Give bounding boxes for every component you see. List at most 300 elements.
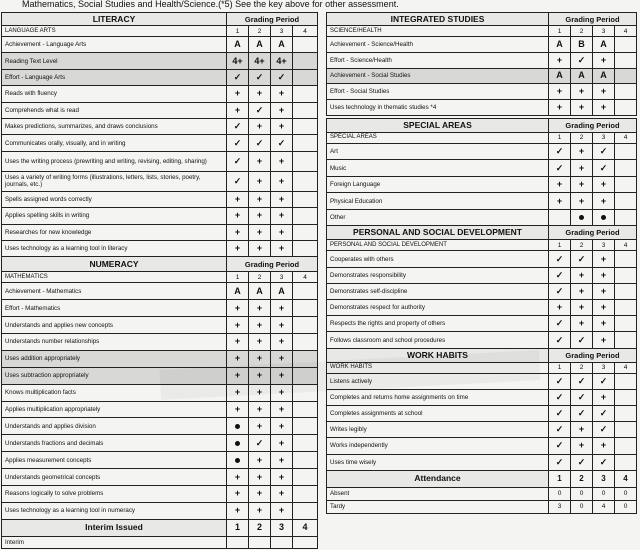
mark-cell bbox=[615, 316, 637, 332]
dot-mark bbox=[235, 458, 240, 463]
table-row bbox=[2, 418, 318, 435]
table-row bbox=[2, 135, 318, 151]
mark-cell bbox=[249, 536, 271, 548]
lit-title: LITERACY bbox=[2, 13, 227, 26]
mark-cell: + bbox=[571, 176, 593, 193]
period-number: 1 bbox=[549, 362, 571, 373]
table-row bbox=[2, 224, 318, 240]
period-number: 2 bbox=[571, 240, 593, 251]
mark-cell: + bbox=[271, 469, 293, 486]
mark-cell: + bbox=[571, 283, 593, 299]
mark-cell: A bbox=[249, 37, 271, 53]
mark-cell bbox=[615, 373, 637, 389]
mark-cell: ✓ bbox=[549, 143, 571, 160]
mark-cell bbox=[615, 438, 637, 454]
table-row bbox=[327, 37, 637, 53]
table-row bbox=[327, 251, 637, 267]
mark-cell: + bbox=[249, 191, 271, 207]
mark-cell bbox=[293, 102, 318, 118]
mark-cell: B bbox=[571, 37, 593, 53]
mark-cell: + bbox=[249, 240, 271, 256]
mark-cell: + bbox=[227, 102, 249, 118]
mark-cell: 4+ bbox=[249, 53, 271, 69]
left-column bbox=[1, 12, 317, 549]
mark-cell bbox=[293, 283, 318, 300]
attendance-row bbox=[327, 500, 637, 513]
grading-period-label: Grading Period bbox=[227, 13, 318, 26]
table-row bbox=[327, 267, 637, 283]
mark-cell: + bbox=[571, 422, 593, 438]
mark-cell bbox=[549, 209, 571, 226]
interim-row bbox=[2, 536, 318, 548]
table-row bbox=[327, 160, 637, 177]
row-label: Uses subtraction appropriately bbox=[2, 367, 227, 384]
table-row bbox=[2, 240, 318, 256]
mark-cell: + bbox=[271, 208, 293, 224]
table-row bbox=[2, 171, 318, 191]
mark-cell bbox=[615, 100, 637, 116]
mark-cell: + bbox=[571, 100, 593, 116]
row-label: Absent bbox=[327, 487, 549, 500]
period-number: 3 bbox=[593, 470, 615, 487]
period-number: 4 bbox=[293, 519, 318, 536]
mark-cell: ✓ bbox=[249, 102, 271, 118]
row-label: Understands number relationships bbox=[2, 333, 227, 350]
dot-mark bbox=[601, 215, 606, 220]
mark-cell: + bbox=[271, 224, 293, 240]
mark-cell: + bbox=[271, 171, 293, 191]
mark-cell: ✓ bbox=[593, 422, 615, 438]
mark-cell: + bbox=[271, 300, 293, 317]
mark-cell bbox=[293, 53, 318, 69]
row-label: Researches for new knowledge bbox=[2, 224, 227, 240]
mark-cell: + bbox=[271, 86, 293, 102]
mark-cell bbox=[293, 300, 318, 317]
mark-cell bbox=[293, 69, 318, 85]
row-label: Achievement - Language Arts bbox=[2, 37, 227, 53]
mark-cell: A bbox=[549, 37, 571, 53]
mark-cell: + bbox=[571, 84, 593, 100]
mark-cell bbox=[615, 37, 637, 53]
table-row bbox=[327, 316, 637, 332]
row-label: Listens actively bbox=[327, 373, 549, 389]
attendance-value: 0 bbox=[615, 500, 637, 513]
num-title: NUMERACY bbox=[2, 257, 227, 272]
spec-title: SPECIAL AREAS bbox=[327, 118, 549, 132]
num-subheader-row bbox=[2, 272, 318, 283]
mark-cell: ✓ bbox=[271, 69, 293, 85]
mark-cell bbox=[293, 469, 318, 486]
mark-cell bbox=[293, 191, 318, 207]
table-row bbox=[2, 485, 318, 502]
mark-cell: A bbox=[271, 37, 293, 53]
mark-cell bbox=[615, 193, 637, 210]
period-number: 1 bbox=[549, 470, 571, 487]
attendance-value: 0 bbox=[571, 487, 593, 500]
table-row bbox=[2, 208, 318, 224]
pers-subtitle: PERSONAL AND SOCIAL DEVELOPMENT bbox=[327, 240, 549, 251]
mark-cell bbox=[293, 86, 318, 102]
mark-cell bbox=[293, 37, 318, 53]
grading-period-label: Grading Period bbox=[549, 348, 637, 362]
table-row bbox=[2, 367, 318, 384]
row-label: Knows multiplication facts bbox=[2, 384, 227, 401]
period-number: 3 bbox=[593, 362, 615, 373]
mark-cell: + bbox=[249, 208, 271, 224]
table-row bbox=[327, 176, 637, 193]
grading-period-label: Grading Period bbox=[227, 257, 318, 272]
row-label: Interim bbox=[2, 536, 227, 548]
mark-cell: ✓ bbox=[571, 52, 593, 68]
row-label: Achievement - Mathematics bbox=[2, 283, 227, 300]
mark-cell bbox=[615, 283, 637, 299]
mark-cell: + bbox=[271, 435, 293, 452]
table-row bbox=[327, 422, 637, 438]
grading-period-label: Grading Period bbox=[549, 13, 637, 26]
period-number: 1 bbox=[227, 26, 249, 37]
attendance-row bbox=[327, 487, 637, 500]
mark-cell bbox=[227, 418, 249, 435]
row-label: Completes and returns home assignments on time bbox=[327, 389, 549, 405]
mark-cell bbox=[293, 367, 318, 384]
mark-cell bbox=[615, 176, 637, 193]
mark-cell: 4+ bbox=[227, 53, 249, 69]
row-label: Applies multiplication appropriately bbox=[2, 401, 227, 418]
period-number: 1 bbox=[549, 26, 571, 37]
num-subtitle: MATHEMATICS bbox=[2, 272, 227, 283]
mark-cell: ✓ bbox=[227, 69, 249, 85]
row-label: Physical Education bbox=[327, 193, 549, 210]
mark-cell: + bbox=[227, 300, 249, 317]
row-label: Uses addition appropriately bbox=[2, 350, 227, 367]
mark-cell: ✓ bbox=[571, 454, 593, 470]
lit-subtitle: LANGUAGE ARTS bbox=[2, 26, 227, 37]
interim-header-row bbox=[2, 519, 318, 536]
period-number: 3 bbox=[271, 26, 293, 37]
mark-cell: ✓ bbox=[549, 422, 571, 438]
header-text: Mathematics, Social Studies and Health/Science.(*5) See the key above for other assessment. bbox=[22, 0, 399, 9]
period-number: 2 bbox=[249, 272, 271, 283]
mark-cell: + bbox=[249, 485, 271, 502]
mark-cell: + bbox=[227, 317, 249, 334]
interim-table bbox=[1, 519, 318, 549]
mark-cell: + bbox=[593, 300, 615, 316]
mark-cell: ✓ bbox=[593, 454, 615, 470]
mark-cell bbox=[293, 118, 318, 134]
period-number: 1 bbox=[549, 240, 571, 251]
work-title: WORK HABITS bbox=[327, 348, 549, 362]
mark-cell: + bbox=[249, 418, 271, 435]
table-row bbox=[2, 86, 318, 102]
mark-cell: ✓ bbox=[549, 405, 571, 421]
mark-cell: + bbox=[249, 171, 271, 191]
mark-cell: 4+ bbox=[271, 53, 293, 69]
mark-cell: + bbox=[593, 438, 615, 454]
mark-cell: + bbox=[271, 240, 293, 256]
mark-cell bbox=[615, 52, 637, 68]
attendance-title: Attendance bbox=[327, 470, 549, 487]
mark-cell bbox=[227, 452, 249, 469]
attendance-value: 0 bbox=[571, 500, 593, 513]
mark-cell: + bbox=[249, 401, 271, 418]
pers-title: PERSONAL AND SOCIAL DEVELOPMENT bbox=[327, 226, 549, 240]
mark-cell: ✓ bbox=[593, 405, 615, 421]
mark-cell bbox=[293, 208, 318, 224]
table-row bbox=[327, 100, 637, 116]
grading-period-label: Grading Period bbox=[549, 226, 637, 240]
mark-cell bbox=[293, 135, 318, 151]
table-row bbox=[327, 438, 637, 454]
table-row bbox=[2, 384, 318, 401]
mark-cell: + bbox=[571, 193, 593, 210]
mark-cell: ✓ bbox=[249, 69, 271, 85]
mark-cell bbox=[293, 151, 318, 171]
mark-cell: + bbox=[549, 176, 571, 193]
period-number: 1 bbox=[227, 519, 249, 536]
row-label: Effort - Social Studies bbox=[327, 84, 549, 100]
mark-cell: ✓ bbox=[227, 151, 249, 171]
mark-cell: + bbox=[249, 224, 271, 240]
mark-cell: A bbox=[593, 37, 615, 53]
dot-mark bbox=[235, 424, 240, 429]
attendance-header-row bbox=[327, 470, 637, 487]
table-row bbox=[327, 300, 637, 316]
mark-cell: ✓ bbox=[549, 283, 571, 299]
pers-subheader-row bbox=[327, 240, 637, 251]
mark-cell: + bbox=[227, 191, 249, 207]
mark-cell: + bbox=[271, 191, 293, 207]
mark-cell: + bbox=[593, 84, 615, 100]
mark-cell: + bbox=[593, 283, 615, 299]
row-label: Achievement - Science/Health bbox=[327, 37, 549, 53]
mark-cell bbox=[293, 452, 318, 469]
period-number: 3 bbox=[593, 132, 615, 143]
mark-cell bbox=[293, 502, 318, 519]
mark-cell bbox=[293, 224, 318, 240]
table-row bbox=[327, 84, 637, 100]
mark-cell: + bbox=[271, 350, 293, 367]
table-row bbox=[2, 283, 318, 300]
mark-cell: ✓ bbox=[571, 373, 593, 389]
integrated-table bbox=[326, 12, 637, 116]
mark-cell: ✓ bbox=[249, 435, 271, 452]
integ-title: INTEGRATED STUDIES bbox=[327, 13, 549, 26]
integ-header-row bbox=[327, 13, 637, 26]
num-header-row bbox=[2, 257, 318, 272]
mark-cell: ✓ bbox=[549, 160, 571, 177]
row-label: Completes assignments at school bbox=[327, 405, 549, 421]
row-label: Foreign Language bbox=[327, 176, 549, 193]
mark-cell: + bbox=[271, 102, 293, 118]
period-number: 2 bbox=[249, 26, 271, 37]
table-row bbox=[2, 317, 318, 334]
table-row bbox=[2, 452, 318, 469]
mark-cell: + bbox=[249, 367, 271, 384]
mark-cell: A bbox=[593, 68, 615, 84]
mark-cell bbox=[615, 300, 637, 316]
mark-cell bbox=[293, 401, 318, 418]
row-label: Demonstrates self-discipline bbox=[327, 283, 549, 299]
mark-cell: + bbox=[549, 100, 571, 116]
mark-cell bbox=[293, 317, 318, 334]
mark-cell: + bbox=[271, 367, 293, 384]
table-row bbox=[2, 69, 318, 85]
dot-mark bbox=[579, 215, 584, 220]
right-column bbox=[326, 12, 636, 514]
mark-cell: + bbox=[227, 240, 249, 256]
row-label: Understands and applies new concepts bbox=[2, 317, 227, 334]
mark-cell bbox=[293, 240, 318, 256]
row-label: Effort - Mathematics bbox=[2, 300, 227, 317]
mark-cell: ✓ bbox=[571, 405, 593, 421]
table-row bbox=[327, 332, 637, 348]
table-row bbox=[2, 435, 318, 452]
mark-cell: A bbox=[227, 283, 249, 300]
attendance-value: 0 bbox=[593, 487, 615, 500]
row-label: Achievement - Social Studies bbox=[327, 68, 549, 84]
table-row bbox=[2, 118, 318, 134]
mark-cell: + bbox=[227, 367, 249, 384]
mark-cell bbox=[615, 332, 637, 348]
mark-cell bbox=[615, 267, 637, 283]
table-row bbox=[2, 401, 318, 418]
mark-cell: + bbox=[227, 208, 249, 224]
work-header-row bbox=[327, 348, 637, 362]
mark-cell bbox=[293, 171, 318, 191]
row-label: Demonstrates respect for authority bbox=[327, 300, 549, 316]
row-label: Music bbox=[327, 160, 549, 177]
mark-cell: + bbox=[249, 317, 271, 334]
mark-cell: + bbox=[249, 86, 271, 102]
mark-cell: + bbox=[571, 316, 593, 332]
mark-cell: + bbox=[249, 333, 271, 350]
mark-cell: ✓ bbox=[549, 389, 571, 405]
mark-cell: + bbox=[593, 389, 615, 405]
row-label: Effort - Language Arts bbox=[2, 69, 227, 85]
mark-cell: + bbox=[249, 452, 271, 469]
table-row bbox=[2, 53, 318, 69]
period-number: 4 bbox=[615, 470, 637, 487]
mark-cell: + bbox=[249, 469, 271, 486]
mark-cell: + bbox=[593, 100, 615, 116]
period-number: 2 bbox=[571, 26, 593, 37]
numeracy-table bbox=[1, 256, 318, 519]
period-number: 4 bbox=[293, 26, 318, 37]
lit-header-row bbox=[2, 13, 318, 26]
mark-cell: + bbox=[549, 300, 571, 316]
mark-cell: + bbox=[227, 469, 249, 486]
lit-subheader-row bbox=[2, 26, 318, 37]
mark-cell: + bbox=[249, 350, 271, 367]
mark-cell: + bbox=[249, 300, 271, 317]
mark-cell bbox=[615, 160, 637, 177]
table-row bbox=[327, 68, 637, 84]
row-label: Writes legibly bbox=[327, 422, 549, 438]
mark-cell: + bbox=[571, 160, 593, 177]
mark-cell bbox=[615, 84, 637, 100]
row-label: Uses time wisely bbox=[327, 454, 549, 470]
mark-cell: + bbox=[271, 418, 293, 435]
mark-cell: + bbox=[593, 267, 615, 283]
row-label: Uses technology in thematic studies *4 bbox=[327, 100, 549, 116]
mark-cell: + bbox=[249, 502, 271, 519]
special-areas-table bbox=[326, 118, 637, 227]
row-label: Spells assigned words correctly bbox=[2, 191, 227, 207]
row-label: Understands fractions and decimals bbox=[2, 435, 227, 452]
table-row bbox=[2, 191, 318, 207]
integ-subtitle: SCIENCE/HEALTH bbox=[327, 26, 549, 37]
pers-header-row bbox=[327, 226, 637, 240]
table-row bbox=[327, 193, 637, 210]
mark-cell: + bbox=[249, 151, 271, 171]
row-label: Demonstrates responsibility bbox=[327, 267, 549, 283]
spec-header-row bbox=[327, 118, 637, 132]
mark-cell: ✓ bbox=[549, 267, 571, 283]
period-number: 3 bbox=[271, 519, 293, 536]
mark-cell bbox=[615, 389, 637, 405]
mark-cell bbox=[593, 209, 615, 226]
attendance-value: 3 bbox=[549, 500, 571, 513]
mark-cell bbox=[615, 143, 637, 160]
mark-cell bbox=[615, 68, 637, 84]
mark-cell: + bbox=[593, 332, 615, 348]
mark-cell: + bbox=[571, 143, 593, 160]
table-row bbox=[327, 52, 637, 68]
row-label: Uses a variety of writing forms (illustrations, letters, lists, stories, poetry, journals, etc.) bbox=[2, 171, 227, 191]
mark-cell bbox=[615, 422, 637, 438]
mark-cell: + bbox=[227, 384, 249, 401]
row-label: Cooperates with others bbox=[327, 251, 549, 267]
row-label: Uses technology as a learning tool in numeracy bbox=[2, 502, 227, 519]
mark-cell: A bbox=[271, 283, 293, 300]
attendance-table bbox=[326, 470, 637, 514]
mark-cell bbox=[293, 333, 318, 350]
mark-cell: + bbox=[271, 118, 293, 134]
work-subtitle: WORK HABITS bbox=[327, 362, 549, 373]
mark-cell bbox=[293, 485, 318, 502]
mark-cell bbox=[293, 435, 318, 452]
table-row bbox=[2, 151, 318, 171]
row-label: Understands and applies division bbox=[2, 418, 227, 435]
mark-cell: ✓ bbox=[593, 160, 615, 177]
table-row bbox=[327, 283, 637, 299]
attendance-value: 0 bbox=[615, 487, 637, 500]
period-number: 4 bbox=[615, 240, 637, 251]
mark-cell: ✓ bbox=[549, 332, 571, 348]
mark-cell: ✓ bbox=[593, 143, 615, 160]
period-number: 2 bbox=[571, 362, 593, 373]
row-label: Uses the writing process (prewriting and writing, revising, editing, sharing) bbox=[2, 151, 227, 171]
table-row bbox=[2, 37, 318, 53]
mark-cell: ✓ bbox=[227, 135, 249, 151]
table-row bbox=[2, 469, 318, 486]
table-row bbox=[2, 300, 318, 317]
mark-cell bbox=[293, 418, 318, 435]
period-number: 2 bbox=[249, 519, 271, 536]
mark-cell: ✓ bbox=[271, 135, 293, 151]
period-number: 3 bbox=[593, 240, 615, 251]
row-label: Art bbox=[327, 143, 549, 160]
mark-cell: A bbox=[227, 37, 249, 53]
table-row bbox=[327, 405, 637, 421]
literacy-table bbox=[1, 12, 318, 257]
mark-cell bbox=[571, 209, 593, 226]
mark-cell: ✓ bbox=[249, 135, 271, 151]
table-row bbox=[2, 502, 318, 519]
mark-cell: A bbox=[571, 68, 593, 84]
mark-cell bbox=[615, 454, 637, 470]
mark-cell bbox=[227, 435, 249, 452]
